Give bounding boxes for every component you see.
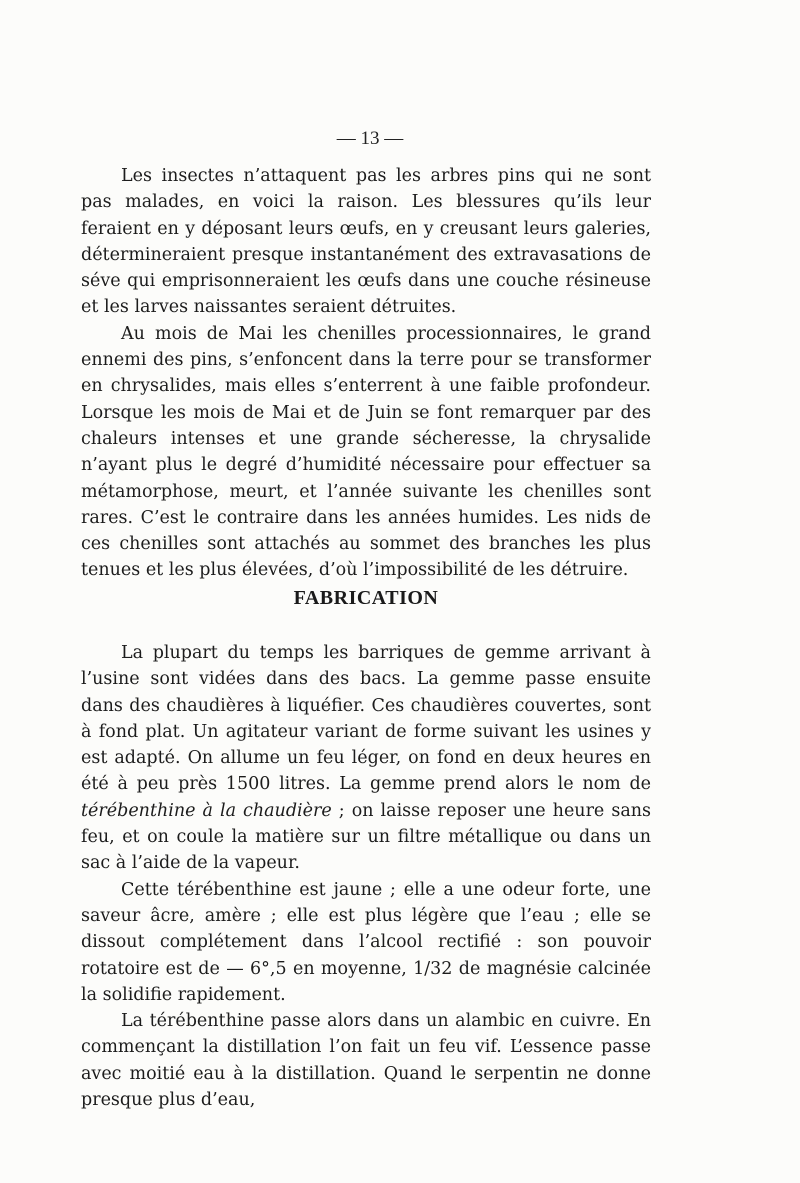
paragraph-fabrication-text-b: ; on laisse reposer une heure sans feu, et on coule la matière sur un filtre métallique ou dans un sac à l’aide de la vapeur. xyxy=(81,800,651,874)
text-block-fabrication xyxy=(81,640,651,1113)
text-block-top xyxy=(81,163,651,584)
italic-term: térébenthine à la chaudière xyxy=(81,800,332,821)
paragraph-fabrication-text-a: La plupart du temps les barriques de gemme arrivant à l’usine sont vidées dans des bacs. La gemme passe ensuite dans des chaudières à liquéfier. Ces chaudières couvertes, sont à fond plat. Un agitateur variant de forme suivant les usines y est adapté. On allume un feu léger, on fond en deux heures en été à peu près 1500 litres. La gemme prend alors le nom de xyxy=(81,643,651,795)
section-heading-fabrication: FABRICATION xyxy=(293,587,439,609)
paragraph-distillation: La térébenthine passe alors dans un alambic en cuivre. En commençant la distillation l’on fait un feu vif. L’essence passe avec moitié eau à la distillation. Quand le serpentin ne donne presque plus d’eau, xyxy=(81,1011,651,1111)
paragraph-insects: Les insectes n’attaquent pas les arbres pins qui ne sont pas malades, en voici la raison. Les blessures qu’ils leur feraient en y déposant leurs œufs, en y creusant leurs galeries, détermineraient presque instantanément des extravasations de séve qui emprisonneraient les œufs dans une couche résineuse et les larves naissantes seraient détruites. xyxy=(81,166,651,318)
paragraph-caterpillars: Au mois de Mai les chenilles processionnaires, le grand ennemi des pins, s’enfoncent dans la terre pour se transformer en chrysalides, mais elles s’enterrent à une faible profondeur. Lorsque les mois de Mai et de Juin se font remarquer par des chaleurs intenses et une grande sécheresse, la chrysalide n’ayant plus le degré d’humidité nécessaire pour effectuer sa métamorphose, meurt, et l’année suivante les chenilles sont rares. C’est le contraire dans les années humides. Les nids de ces chenilles sont attachés au sommet des branches les plus tenues et les plus élevées, d’où l’impossibilité de les détruire. xyxy=(81,323,651,581)
paragraph-turpentine-properties: Cette térébenthine est jaune ; elle a une odeur forte, une saveur âcre, amère ; elle est plus légère que l’eau ; elle se dissout complétement dans l’alcool rectifié : son pouvoir rotatoire est de — 6°,5 en moyenne, 1/32 de magnésie calcinée la solidifie rapidement. xyxy=(81,879,651,1005)
page-number: — 13 — xyxy=(336,128,404,149)
paragraph-fabrication-process xyxy=(81,640,651,877)
